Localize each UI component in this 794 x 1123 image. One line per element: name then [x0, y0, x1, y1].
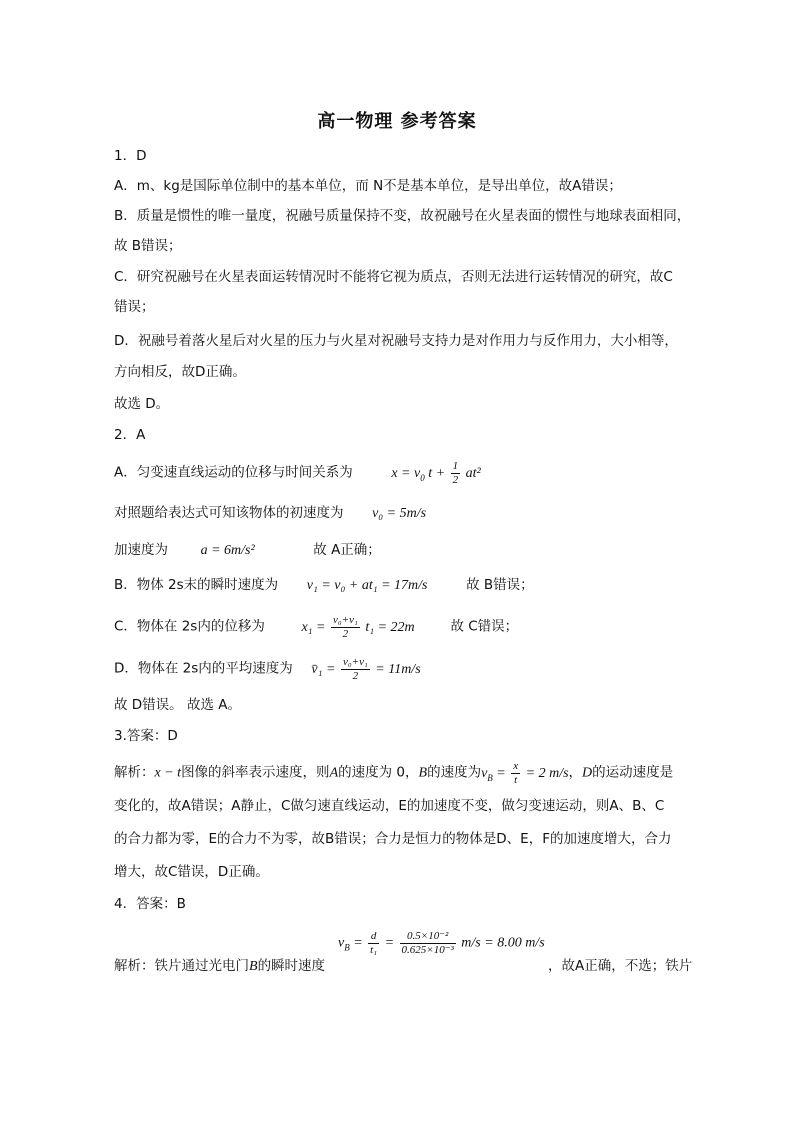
displacement-formula: $x = v_0$ t + $\frac{1}{2}$ at² [391, 460, 481, 486]
fraction-denominator: 2 [452, 474, 459, 486]
formula-part: m/s = 8.00 m/s [461, 935, 545, 951]
fraction-numerator: d [368, 930, 379, 944]
fraction-numerator: v₀+v₁ [332, 614, 358, 626]
fraction-denominator: 2 [352, 670, 359, 682]
formula-part: v̄₁ = [311, 661, 336, 677]
answer-2-d-text: D．物体在 2s内的平均速度为 [114, 660, 293, 677]
fraction [331, 614, 360, 641]
fraction-numerator: 1 [452, 460, 459, 472]
math-part: B [418, 765, 428, 781]
formula-subscript: B [487, 772, 493, 783]
answer-2-b-result: 故 B错误； [466, 577, 534, 593]
answer-2-option-a-text: A．匀变速直线运动的位移与时间关系为 [114, 464, 353, 481]
text-part: 的运动速度是 [592, 764, 674, 781]
answer-2-acceleration [114, 540, 381, 561]
answer-2-initial-velocity [114, 503, 426, 524]
fraction-denominator: t [514, 774, 518, 786]
answer-3-analysis-line-3: 的合力都为零，E的合力不为零，故B错误；合力是恒力的物体是D、E，F的加速度增大，合力 [114, 831, 672, 847]
text-part: 的速度为 [427, 764, 482, 781]
fraction-numerator: v₀+v₁ [342, 656, 368, 668]
text-part: ， [568, 764, 583, 781]
text-part: 的速度为 0， [338, 764, 419, 781]
average-velocity-formula [311, 656, 421, 682]
answer-2-c-text: C．物体在 2s内的位移为 [114, 618, 265, 635]
answer-2-line: 2．A [114, 427, 146, 443]
answer-4-text-end: ，故A正确，不选；铁片 [548, 958, 693, 974]
fraction-denominator: t₁ [370, 944, 378, 956]
answer-2-option-a [114, 460, 481, 488]
answer-2-acc-text: 加速度为 [114, 542, 168, 558]
math-part: D [582, 765, 593, 781]
formula-part: at² [465, 465, 481, 481]
math-part: x − t [154, 765, 182, 781]
answer-1-option-c: C．研究祝融号在火星表面运转情况时不能将它视为质点，否则无法进行运转情况的研究，故C [114, 269, 673, 285]
text-part: 解析：铁片通过光电门 [114, 958, 249, 974]
formula-part: v [481, 765, 488, 781]
fraction [368, 930, 379, 957]
fraction-denominator: 0.625×10⁻³ [401, 944, 454, 956]
answer-2-option-b [114, 575, 534, 596]
velocity-b-formula: $v_B$ = $\frac{x}{t}$ = 2 m/s [481, 760, 569, 786]
answer-3-analysis-line-1 [114, 760, 673, 788]
answer-1-option-b: B．质量是惯性的唯一量度，祝融号质量保持不变，故祝融号在火星表面的惯性与地球表面相同， [114, 208, 691, 224]
text-part: 的瞬时速度 [257, 958, 326, 974]
velocity-b-calculation: $v_B$ = $\frac{d}{\text{t₁}}$ = $\frac{\text{0.5×10⁻²}}{\text{0.625×10⁻³}}$ m/s = 8.00 m/s [338, 930, 545, 956]
fraction-numerator: 0.5×10⁻² [400, 930, 456, 944]
fraction-denominator: 2 [342, 628, 349, 640]
answer-2-v0-text: 对照题给表达式可知该物体的初速度为 [114, 505, 344, 521]
answer-2-option-d [114, 656, 421, 683]
text-part: 图像的斜率表示速度，则 [181, 764, 330, 781]
fraction [511, 760, 520, 787]
answer-3-line: 3.答案：D [114, 728, 178, 744]
answer-1-option-d: D．祝融号着落火星后对火星的压力与火星对祝融号支持力是对作用力与反作用力，大小相等， [114, 333, 678, 349]
answer-1-conclusion: 故选 D。 [114, 396, 170, 412]
velocity-formula: v₁ = v₀ + at₁ = 17m/s [306, 578, 428, 593]
displacement-2s-formula [301, 614, 418, 640]
answer-2-acc-result: 故 A正确； [313, 542, 381, 558]
text-part: 解析： [114, 764, 155, 781]
acceleration-formula: a = 6m/s² [200, 543, 255, 558]
fraction [451, 460, 461, 487]
fraction [400, 930, 456, 957]
answer-4-text [114, 956, 325, 977]
answer-1-option-c-cont: 错误； [114, 299, 155, 315]
answer-4-line: 4．答案：B [114, 896, 186, 912]
answer-2-b-text: B．物体 2s末的瞬时速度为 [114, 577, 279, 593]
answer-1-option-d-cont: 方向相反，故D正确。 [114, 364, 246, 380]
answer-2-option-c [114, 614, 518, 641]
formula-part: t + [428, 465, 446, 481]
page-title: 高一物理 参考答案 [317, 111, 477, 132]
formula-part: x₁ = [301, 619, 326, 635]
formula-part: = 11m/s [375, 661, 421, 677]
fraction [341, 656, 370, 683]
formula-part: x = v [391, 465, 421, 481]
formula-subscript: B [344, 942, 350, 953]
answer-1-option-a: A．m、kg是国际单位制中的基本单位，而 N不是基本单位，是导出单位，故A错误； [114, 178, 622, 194]
answer-2-conclusion: 故 D错误。 故选 A。 [114, 697, 242, 713]
math-part: A [329, 765, 339, 781]
fraction-numerator: x [513, 760, 519, 772]
formula-part: = 2 m/s [525, 765, 569, 781]
formula-part: t₁ = 22m [365, 619, 415, 635]
initial-velocity-formula: v₀ = 5m/s [372, 506, 427, 521]
answer-1-line: 1．D [114, 148, 147, 164]
answer-2-c-result: 故 C错误； [450, 618, 519, 635]
answer-1-option-b-cont: 故 B错误； [114, 238, 182, 254]
formula-part: v [338, 935, 345, 951]
math-part: B [249, 959, 258, 974]
answer-3-analysis-line-4: 增大，故C错误，D正确。 [114, 864, 269, 880]
answer-3-analysis-line-2: 变化的，故A错误；A静止，C做匀速直线运动，E的加速度不变，做匀变速运动，则A、B、C [114, 798, 665, 814]
